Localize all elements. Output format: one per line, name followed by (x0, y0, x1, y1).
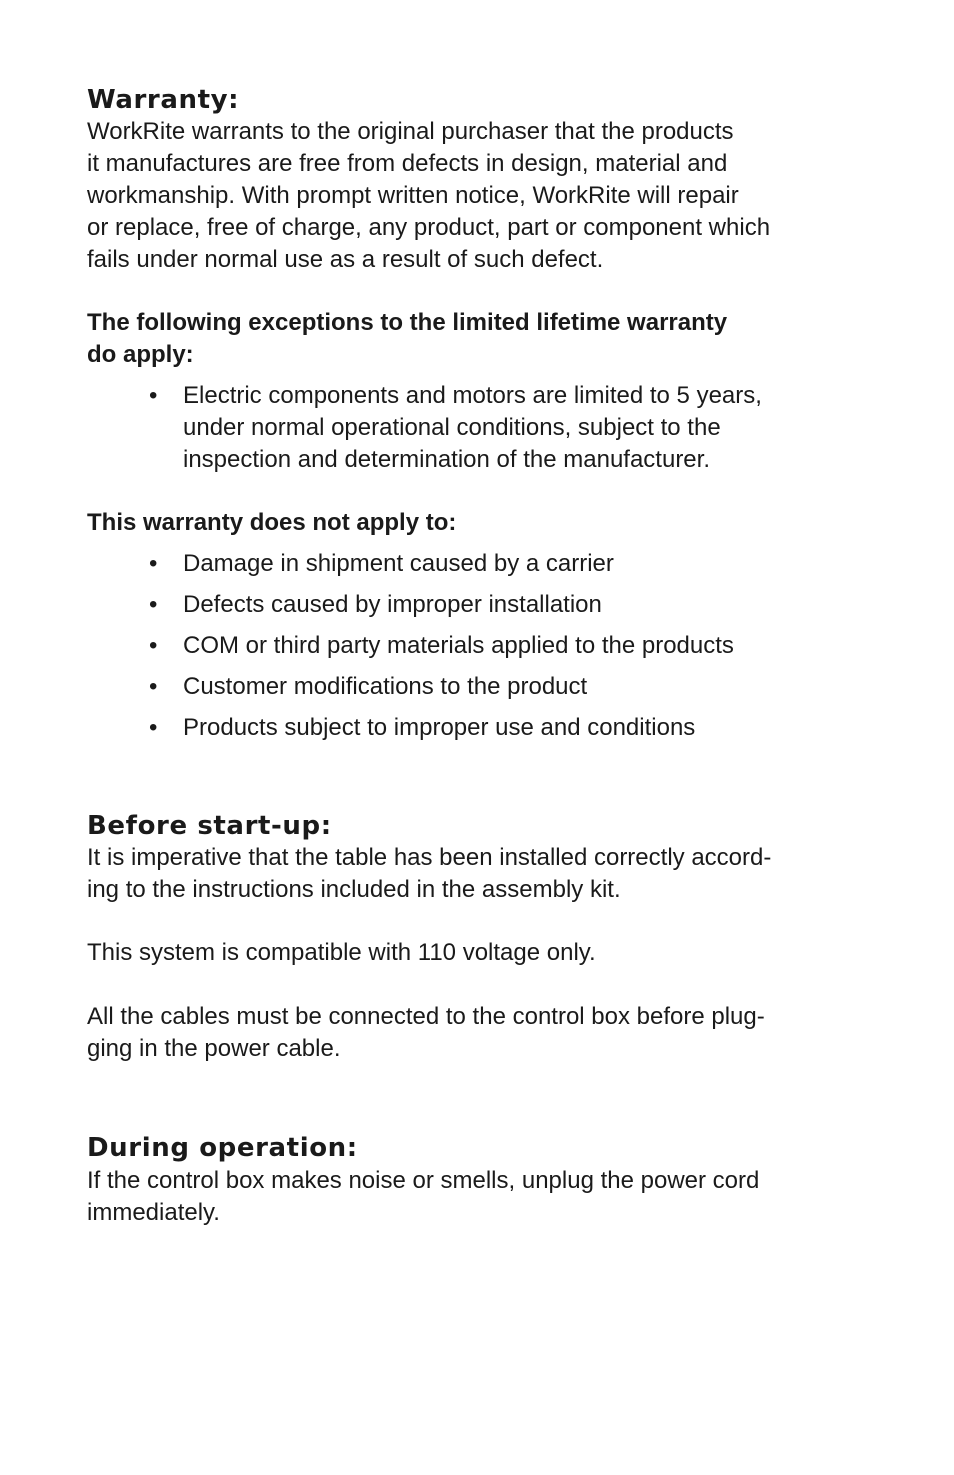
list-item (147, 630, 847, 671)
list-item-line: under normal operational conditions, subject to the (183, 414, 721, 441)
before-startup-paragraph-1 (87, 842, 867, 906)
paragraph-line: If the control box makes noise or smells, unplug the power cord (87, 1167, 760, 1194)
list-item-text: Customer modifications to the product (183, 673, 588, 700)
exceptions-heading-line: The following exceptions to the limited lifetime warranty (87, 309, 728, 336)
warranty-heading: Warranty: (87, 85, 240, 115)
list-item (147, 712, 847, 753)
bullet-icon: • (149, 550, 158, 577)
paragraph-line: ing to the instructions included in the assembly kit. (87, 876, 621, 903)
exceptions-heading (87, 307, 867, 371)
warranty-body-line: workmanship. With prompt written notice, WorkRite will repair (87, 182, 739, 209)
list-item (147, 548, 847, 589)
during-operation-heading: During operation: (87, 1133, 358, 1163)
list-item-text: Defects caused by improper installation (183, 591, 602, 618)
list-item (147, 380, 847, 476)
not-apply-list (147, 548, 847, 753)
list-item-text: Products subject to improper use and conditions (183, 714, 696, 741)
warranty-body-line: it manufactures are free from defects in design, material and (87, 150, 728, 177)
list-item (147, 671, 847, 712)
bullet-icon: • (149, 632, 158, 659)
bullet-icon: • (149, 714, 158, 741)
warranty-body-line: or replace, free of charge, any product, part or component which (87, 214, 771, 241)
bullet-icon: • (149, 591, 158, 618)
not-apply-heading: This warranty does not apply to: (87, 509, 457, 536)
bullet-icon: • (149, 382, 158, 409)
during-operation-paragraph (87, 1165, 867, 1229)
list-item-line: inspection and determination of the manufacturer. (183, 446, 710, 473)
paragraph-line: ging in the power cable. (87, 1035, 341, 1062)
exceptions-heading-line: do apply: (87, 341, 194, 368)
warranty-body (87, 116, 867, 276)
list-item-line: Electric components and motors are limited to 5 years, (183, 382, 762, 409)
warranty-body-line: fails under normal use as a result of such defect. (87, 246, 604, 273)
bullet-icon: • (149, 673, 158, 700)
list-item (147, 589, 847, 630)
list-item-text: COM or third party materials applied to the products (183, 632, 734, 659)
paragraph-line: All the cables must be connected to the control box before plug- (87, 1003, 765, 1030)
before-startup-heading: Before start-up: (87, 811, 332, 841)
before-startup-paragraph-3 (87, 1001, 867, 1065)
list-item-text: Damage in shipment caused by a carrier (183, 550, 614, 577)
paragraph-line: immediately. (87, 1199, 220, 1226)
before-startup-paragraph-2: This system is compatible with 110 voltage only. (87, 939, 596, 966)
paragraph-line: It is imperative that the table has been installed correctly accord- (87, 844, 772, 871)
exceptions-list (147, 380, 847, 476)
warranty-body-line: WorkRite warrants to the original purchaser that the products (87, 118, 734, 145)
